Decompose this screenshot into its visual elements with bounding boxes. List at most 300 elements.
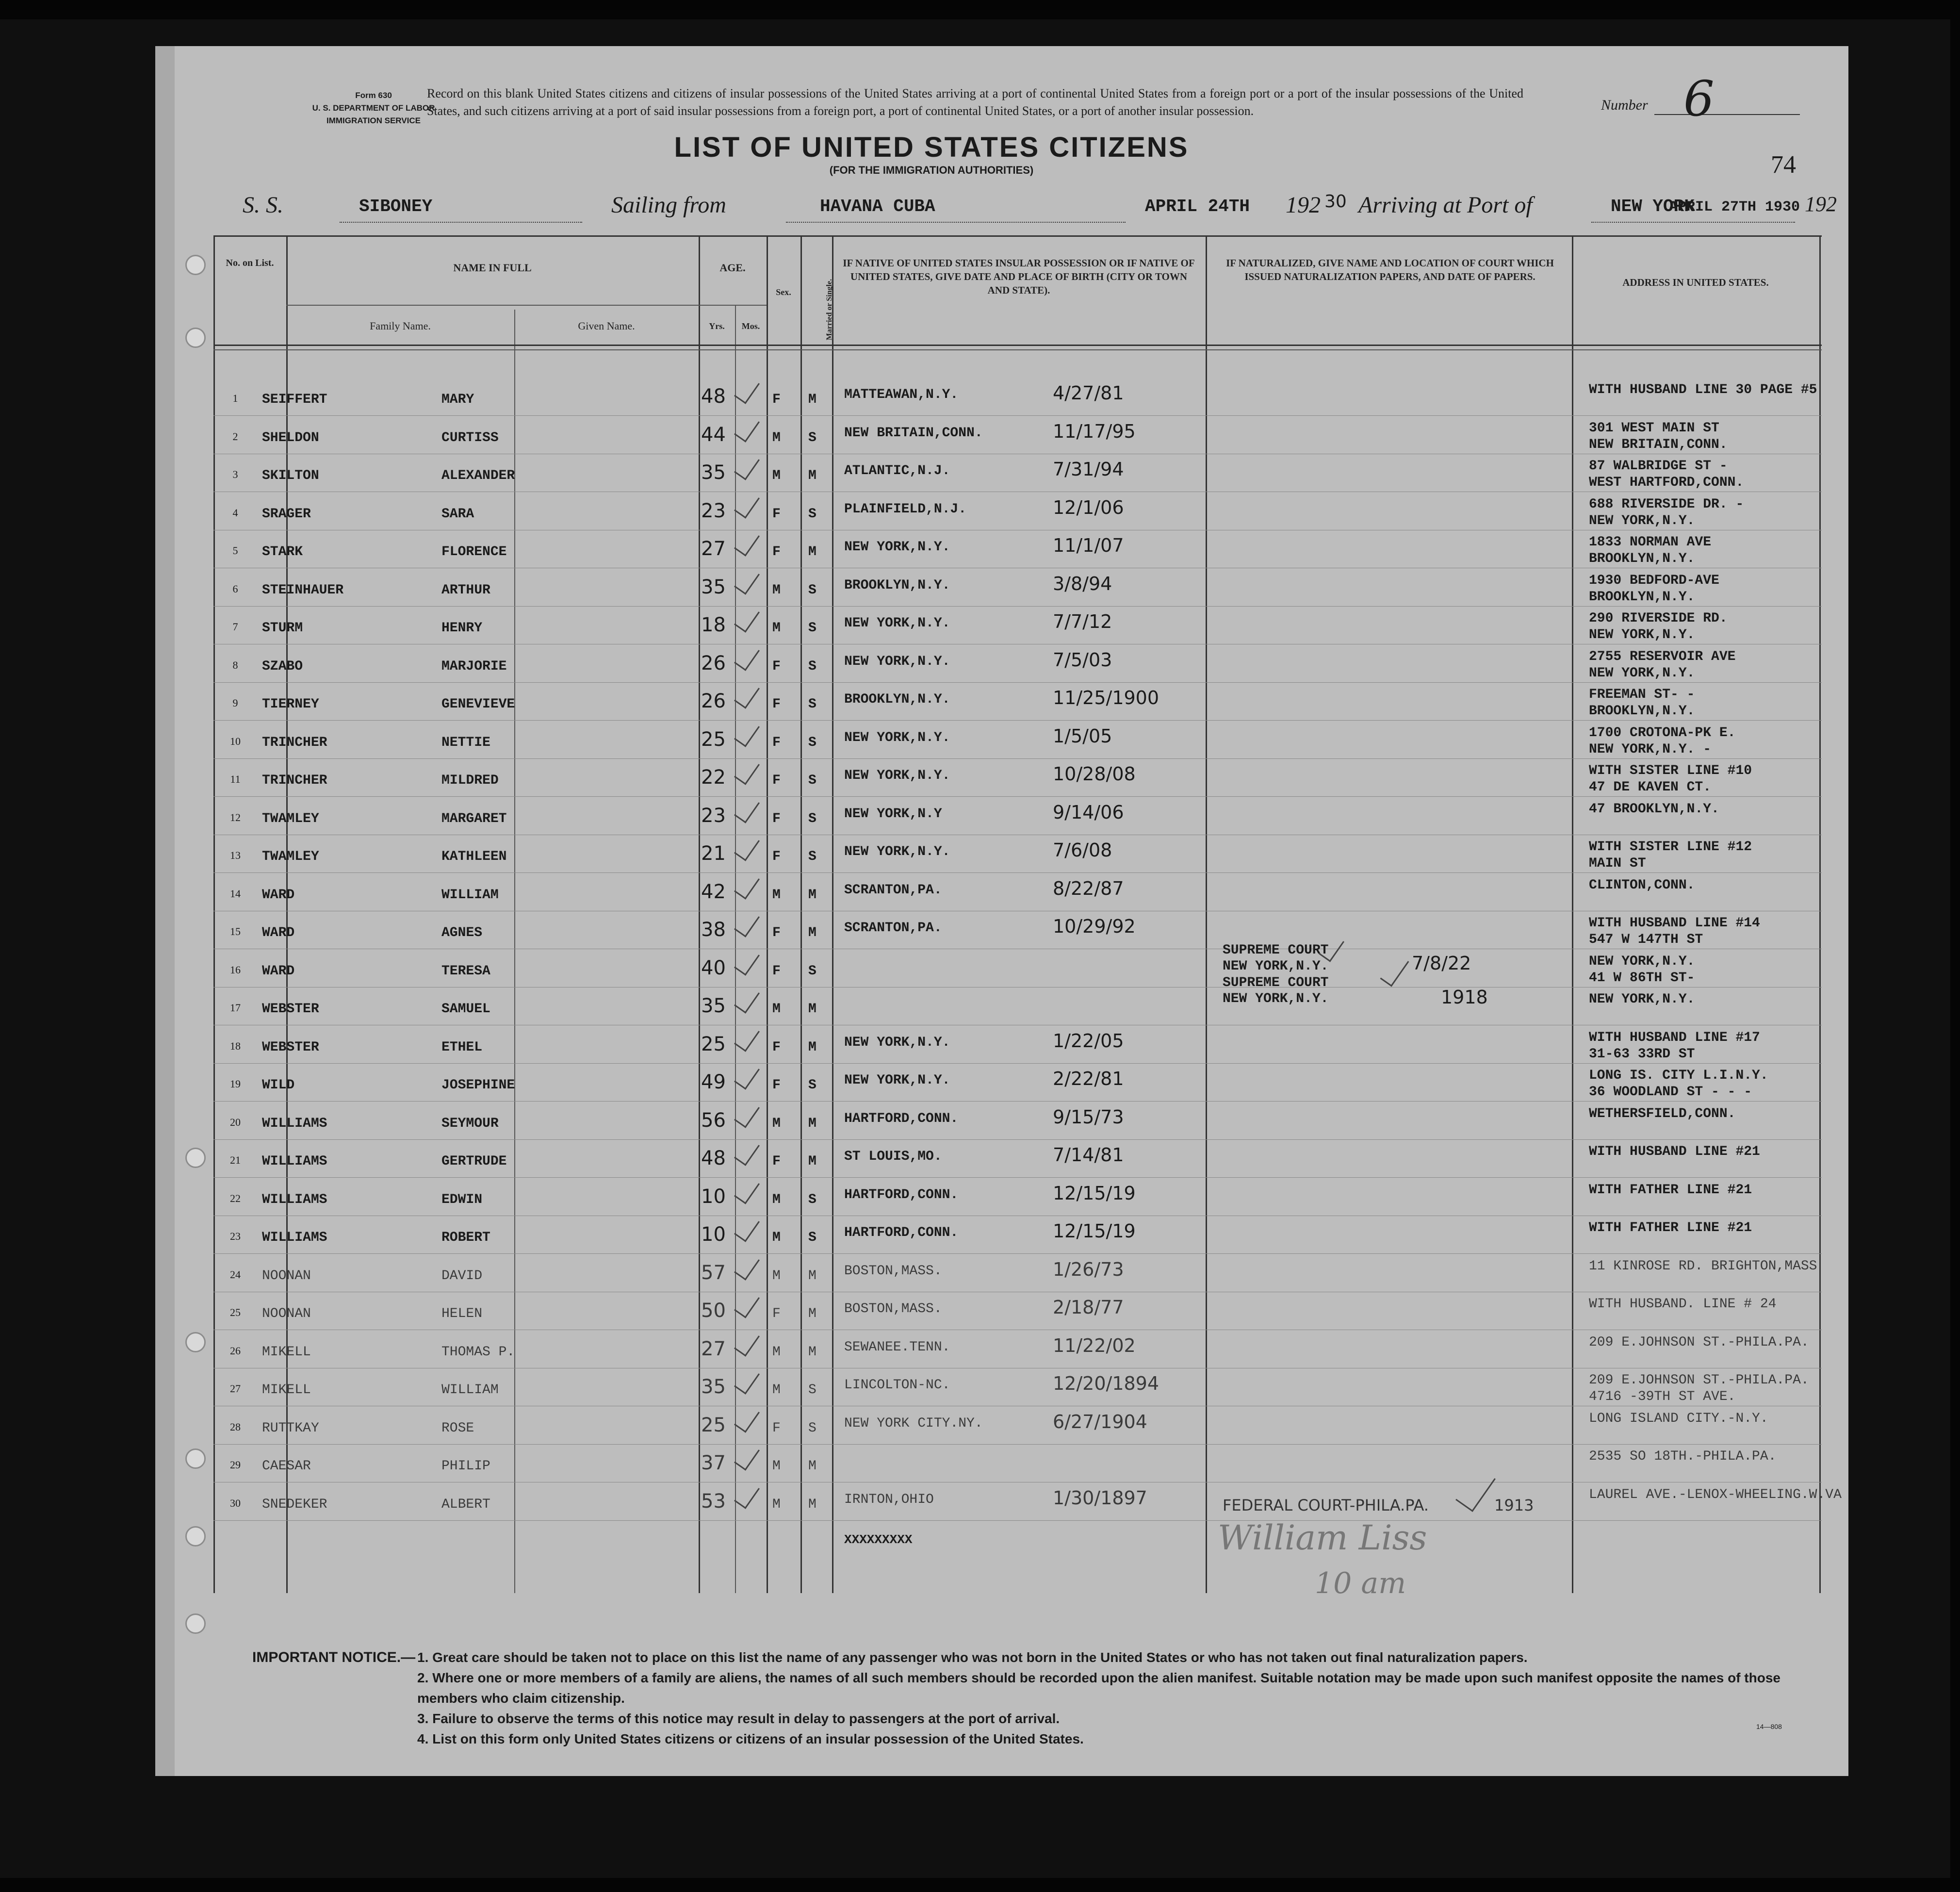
cell-given: ALEXANDER [441, 468, 515, 483]
cell-addr1: 209 E.JOHNSON ST.-PHILA.PA. [1589, 1373, 1809, 1388]
header-naturalized: IF NATURALIZED, GIVE NAME AND LOCATION OF COURT WHICH ISSUED NATURALIZATION PAPERS, AND DATE OF PAPERS. [1226, 257, 1554, 282]
cell-addr1: WITH HUSBAND LINE 30 PAGE #5 [1589, 382, 1817, 397]
cell-family: STURM [262, 621, 303, 636]
cell-no: 28 [230, 1420, 241, 1433]
age-check-mark [734, 1252, 760, 1280]
document-page [155, 46, 1848, 1776]
cell-age: 21 [701, 842, 726, 865]
cell-ms: M [808, 1002, 817, 1017]
cell-ms: M [808, 1344, 817, 1360]
cell-addr1: LONG IS. CITY L.I.N.Y. [1589, 1068, 1768, 1083]
cell-sex: F [772, 506, 781, 522]
arrival-port-underline [1591, 222, 1795, 223]
cell-no: 3 [232, 468, 238, 480]
cell-date: 12/1/06 [1053, 496, 1124, 518]
cell-age: 25 [701, 728, 726, 751]
cell-given: ROSE [441, 1420, 474, 1436]
cell-no: 25 [230, 1306, 241, 1318]
cell-ms: M [808, 925, 817, 940]
cell-date: 7/7/12 [1053, 611, 1112, 632]
cell-date: 1/26/73 [1053, 1258, 1124, 1280]
cell-addr1: WETHERSFIELD,CONN. [1589, 1106, 1736, 1121]
naturalization-date-1: 7/8/22 [1412, 953, 1471, 974]
cell-no: 6 [232, 582, 238, 595]
cell-family: CAESAR [262, 1459, 311, 1474]
cell-date: 1/5/05 [1053, 725, 1112, 747]
age-check-mark [734, 680, 760, 708]
cell-age: 23 [701, 499, 726, 522]
cell-given: FLORENCE [441, 544, 507, 559]
age-check-mark [734, 1023, 760, 1052]
cell-date: 10/29/92 [1053, 916, 1136, 937]
cell-sex: M [772, 1382, 781, 1398]
document-title: LIST OF UNITED STATES CITIZENS [674, 132, 1189, 163]
check-mark [1455, 1467, 1496, 1512]
age-check-mark [734, 452, 760, 480]
cell-family: SRAGER [262, 506, 311, 522]
crossed-out-place: XXXXXXXXX [844, 1532, 913, 1547]
cell-place: BROOKLYN,N.Y. [844, 577, 950, 593]
cell-addr2: 4716 -39TH ST AVE. [1589, 1389, 1736, 1404]
punch-hole [185, 328, 206, 348]
cell-family: RUTTKAY [262, 1420, 319, 1436]
cell-family: MIKELL [262, 1344, 311, 1360]
cell-addr1: 301 WEST MAIN ST [1589, 420, 1719, 436]
age-check-mark [734, 909, 760, 937]
age-check-mark [734, 1404, 760, 1432]
age-check-mark [734, 1137, 760, 1166]
row-rule [213, 606, 1822, 607]
cell-sex: F [772, 849, 781, 864]
cell-age: 57 [701, 1261, 726, 1284]
cell-age: 35 [701, 995, 726, 1017]
cell-family: SHELDON [262, 430, 319, 445]
cell-ms: S [808, 697, 817, 712]
cell-given: WILLIAM [441, 887, 499, 903]
cell-age: 42 [701, 880, 726, 903]
cell-ms: M [808, 1497, 817, 1512]
cell-place: NEW YORK,N.Y. [844, 654, 950, 669]
cell-place: NEW YORK,N.Y. [844, 540, 950, 555]
cell-addr2: BROOKLYN,N.Y. [1589, 589, 1695, 605]
cell-given: MARY [441, 392, 474, 407]
cell-date: 6/27/1904 [1053, 1411, 1147, 1432]
row-rule [213, 1177, 1822, 1178]
header-name-in-full: NAME IN FULL [453, 262, 532, 274]
cell-given: KATHLEEN [441, 849, 507, 864]
age-check-mark [734, 1290, 760, 1318]
cell-family: SKILTON [262, 468, 319, 483]
cell-addr1: FREEMAN ST- - [1589, 687, 1695, 702]
arriving-label: Arriving at Port of [1358, 192, 1533, 218]
cell-ms: M [808, 392, 817, 407]
cell-age: 25 [701, 1033, 726, 1055]
cell-place: ATLANTIC,N.J. [844, 463, 950, 478]
cell-addr1: 1833 NORMAN AVE [1589, 535, 1712, 550]
cell-date: 2/18/77 [1053, 1297, 1124, 1318]
cell-family: WEBSTER [262, 1039, 319, 1055]
cell-age: 10 [701, 1223, 726, 1246]
cell-addr1: WITH HUSBAND. LINE # 24 [1589, 1297, 1777, 1312]
cell-family: SEIFFERT [262, 392, 327, 407]
age-check-mark [734, 1100, 760, 1128]
cell-date: 7/31/94 [1053, 459, 1124, 480]
row-rule [213, 415, 1822, 416]
row-rule [213, 1101, 1822, 1102]
header-sex: Sex. [776, 287, 791, 297]
cell-age: 10 [701, 1185, 726, 1208]
cell-family: WEBSTER [262, 1002, 319, 1017]
cell-family: STARK [262, 544, 303, 559]
cell-sex: M [772, 1116, 781, 1131]
cell-family: WILD [262, 1078, 295, 1093]
cell-addr1: 11 KINROSE RD. BRIGHTON,MASS [1589, 1258, 1817, 1274]
cell-given: TERESA [441, 963, 490, 979]
cell-place: NEW YORK CITY.NY. [844, 1415, 983, 1431]
cell-family: TWAMLEY [262, 811, 319, 826]
cell-family: TIERNEY [262, 697, 319, 712]
cell-ms: S [808, 582, 817, 598]
age-check-mark [734, 795, 760, 823]
cell-ms: M [808, 468, 817, 483]
cell-no: 26 [230, 1344, 241, 1357]
cell-sex: M [772, 621, 781, 636]
cell-ms: S [808, 621, 817, 636]
cell-place: ST LOUIS,MO. [844, 1149, 942, 1164]
cell-sex: M [772, 1268, 781, 1283]
cell-sex: F [772, 697, 781, 712]
age-check-mark [734, 566, 760, 594]
cell-sex: M [772, 887, 781, 903]
cell-ms: S [808, 1230, 817, 1245]
signature: William Liss [1218, 1518, 1427, 1558]
cell-no: 20 [230, 1116, 241, 1128]
age-check-mark [734, 757, 760, 785]
sailing-label: Sailing from [611, 192, 726, 218]
cell-no: 8 [232, 658, 238, 671]
cell-ms: M [808, 1039, 817, 1055]
cell-age: 18 [701, 614, 726, 636]
punch-hole [185, 1613, 206, 1634]
header-given-name: Given Name. [578, 320, 635, 332]
age-check-mark [734, 1061, 760, 1089]
cell-addr2: MAIN ST [1589, 856, 1646, 871]
row-rule [213, 1520, 1822, 1521]
age-check-mark [734, 642, 760, 671]
form-code: 14—808 [1756, 1723, 1782, 1730]
cell-given: GENEVIEVE [441, 697, 515, 712]
cell-given: NETTIE [441, 735, 490, 750]
cell-place: NEW YORK,N.Y. [844, 1035, 950, 1050]
cell-addr1: WITH FATHER LINE #21 [1589, 1220, 1752, 1235]
cell-addr1: 47 BROOKLYN,N.Y. [1589, 801, 1719, 817]
cell-sex: M [772, 1459, 781, 1474]
cell-place: IRNTON,OHIO [844, 1492, 934, 1507]
cell-sex: M [772, 1192, 781, 1207]
cell-no: 12 [230, 811, 241, 823]
age-check-mark [734, 490, 760, 518]
cell-addr2: WEST HARTFORD,CONN. [1589, 475, 1744, 490]
cell-date: 2/22/81 [1053, 1068, 1124, 1089]
cell-place: NEW BRITAIN,CONN. [844, 425, 983, 441]
notice-item-1: 1. Great care should be taken not to place on this list the name of any passenger who was not born in the United States or who has not taken out final naturalization papers. [417, 1650, 1528, 1665]
form-number: Form 630 [355, 91, 392, 100]
cell-family: STEINHAUER [262, 582, 344, 598]
cell-addr1: 2535 SO 18TH.-PHILA.PA. [1589, 1449, 1777, 1464]
cell-addr2: BROOKLYN,N.Y. [1589, 704, 1695, 719]
cell-given: SEYMOUR [441, 1116, 499, 1131]
cell-addr2: 547 W 147TH ST [1589, 932, 1703, 947]
ship-underline [340, 222, 582, 223]
cell-ms: S [808, 1192, 817, 1207]
notice-heading: IMPORTANT NOTICE.— [252, 1649, 416, 1665]
cell-no: 4 [232, 506, 238, 519]
cell-date: 3/8/94 [1053, 573, 1112, 594]
cell-ms: S [808, 1078, 817, 1093]
age-check-mark [734, 1442, 760, 1470]
cell-sex: F [772, 392, 781, 407]
department-name: U. S. DEPARTMENT OF LABOR [312, 103, 435, 113]
cell-given: SARA [441, 506, 474, 522]
cell-date: 12/15/19 [1053, 1182, 1136, 1204]
row-rule [213, 1139, 1822, 1140]
cell-addr1: 290 RIVERSIDE RD. [1589, 611, 1728, 626]
cell-age: 26 [701, 690, 726, 712]
cell-sex: M [772, 582, 781, 598]
cell-sex: M [772, 1002, 781, 1017]
naturalization-location-1: NEW YORK,N.Y. [1223, 959, 1329, 974]
cell-place: BOSTON,MASS. [844, 1301, 942, 1316]
cell-place: HARTFORD,CONN. [844, 1225, 959, 1240]
document-subtitle: (FOR THE IMMIGRATION AUTHORITIES) [829, 164, 1034, 176]
age-check-mark [734, 1366, 760, 1394]
cell-place: PLAINFIELD,N.J. [844, 501, 967, 517]
cell-given: ETHEL [441, 1039, 483, 1055]
cell-no: 23 [230, 1230, 241, 1242]
cell-family: WILLIAMS [262, 1192, 327, 1207]
cell-sex: F [772, 773, 781, 788]
cell-place: BOSTON,MASS. [844, 1263, 942, 1279]
departure-port-underline [786, 222, 1126, 223]
cell-no: 1 [232, 392, 238, 404]
cell-age: 40 [701, 956, 726, 979]
form-instructions: Record on this blank United States citizens and citizens of insular possessions of the United States arriving at a port of continental United States from a foreign port or a port of the insular possessions of the United States, and such citizens arriving at a port of said insular possessions from a foreign port, a port of continental United States, or a port of another insular possession. [427, 86, 1523, 118]
cell-age: 27 [701, 1337, 726, 1360]
departure-date: APRIL 24TH [1145, 197, 1250, 216]
cell-date: 11/25/1900 [1053, 687, 1160, 708]
ss-label: S. S. [243, 192, 283, 218]
naturalization-location-2: NEW YORK,N.Y. [1223, 991, 1329, 1006]
punch-hole [185, 1526, 206, 1547]
age-check-mark [734, 528, 760, 556]
cell-age: 56 [701, 1109, 726, 1132]
cell-ms: M [808, 544, 817, 559]
cell-given: ARTHUR [441, 582, 490, 598]
naturalization-court-1: SUPREME COURT [1223, 943, 1329, 958]
age-check-mark [734, 719, 760, 747]
cell-age: 44 [701, 423, 726, 446]
cell-given: MARJORIE [441, 658, 507, 674]
cell-no: 9 [232, 697, 238, 709]
age-check-mark [734, 985, 760, 1013]
arrival-port: NEW YORK [1611, 197, 1695, 216]
cell-ms: M [808, 1116, 817, 1131]
cell-sex: F [772, 1420, 781, 1436]
cell-ms: M [808, 1306, 817, 1321]
cell-given: PHILIP [441, 1459, 490, 1474]
row-rule [213, 682, 1822, 683]
cell-family: WILLIAMS [262, 1154, 327, 1169]
cell-place: SCRANTON,PA. [844, 921, 942, 936]
cell-place: HARTFORD,CONN. [844, 1187, 959, 1202]
cell-date: 7/5/03 [1053, 649, 1112, 671]
cell-age: 35 [701, 461, 726, 484]
cell-addr2: BROOKLYN,N.Y. [1589, 551, 1695, 566]
cell-addr1: 209 E.JOHNSON ST.-PHILA.PA. [1589, 1334, 1809, 1350]
cell-age: 53 [701, 1490, 726, 1513]
cell-ms: S [808, 849, 817, 864]
cell-given: WILLIAM [441, 1382, 499, 1398]
cell-family: TWAMLEY [262, 849, 319, 864]
cell-sex: F [772, 1306, 781, 1321]
cell-place: NEW YORK,N.Y. [844, 616, 950, 631]
cell-ms: S [808, 963, 817, 979]
cell-age: 38 [701, 919, 726, 941]
cell-place: LINCOLTON-NC. [844, 1378, 950, 1393]
cell-place: SEWANEE.TENN. [844, 1339, 950, 1355]
cell-addr1: LAUREL AVE.-LENOX-WHEELING.W.VA [1589, 1487, 1842, 1502]
cell-no: 10 [230, 735, 241, 747]
cell-date: 9/15/73 [1053, 1106, 1124, 1128]
cell-given: HENRY [441, 621, 483, 636]
cell-given: SAMUEL [441, 1002, 490, 1017]
cell-given: EDWIN [441, 1192, 483, 1207]
cell-addr1: 87 WALBRIDGE ST - [1589, 459, 1728, 474]
cell-sex: F [772, 544, 781, 559]
cell-no: 29 [230, 1459, 241, 1471]
cell-addr1: 1930 BEDFORD-AVE [1589, 573, 1719, 588]
cell-age: 35 [701, 1376, 726, 1398]
cell-family: SZABO [262, 658, 303, 674]
cell-place: NEW YORK,N.Y. [844, 730, 950, 745]
row-rule [213, 720, 1822, 721]
cell-family: MIKELL [262, 1382, 311, 1398]
cell-no: 2 [232, 430, 238, 443]
check-mark [1380, 954, 1409, 987]
cell-ms: M [808, 1154, 817, 1169]
cell-family: NOONAN [262, 1306, 311, 1321]
cell-addr2: 47 DE KAVEN CT. [1589, 780, 1712, 795]
cell-addr1: WITH HUSBAND LINE #14 [1589, 916, 1760, 931]
age-check-mark [734, 1481, 760, 1509]
cell-sex: F [772, 811, 781, 826]
cell-given: MILDRED [441, 773, 499, 788]
cell-addr1: WITH HUSBAND LINE #17 [1589, 1030, 1760, 1045]
cell-date: 11/17/95 [1053, 420, 1136, 442]
cell-given: ROBERT [441, 1230, 490, 1245]
cell-sex: F [772, 658, 781, 674]
binding-margin [155, 46, 175, 1776]
cell-family: TRINCHER [262, 773, 327, 788]
cell-family: WARD [262, 887, 295, 903]
cell-age: 48 [701, 1147, 726, 1169]
cell-family: WILLIAMS [262, 1230, 327, 1245]
cell-family: WILLIAMS [262, 1116, 327, 1131]
row-rule [213, 758, 1822, 759]
cell-addr2: NEW BRITAIN,CONN. [1589, 437, 1728, 452]
cell-age: 22 [701, 766, 726, 789]
age-check-mark [734, 1328, 760, 1356]
cell-given: MARGARET [441, 811, 507, 826]
cell-no: 21 [230, 1154, 241, 1166]
cell-date: 1/30/1897 [1053, 1487, 1147, 1509]
cell-date: 4/27/81 [1053, 382, 1124, 404]
cell-age: 50 [701, 1300, 726, 1322]
cell-ms: M [808, 887, 817, 903]
page-number: 74 [1771, 151, 1796, 179]
cell-date: 10/28/08 [1053, 763, 1136, 785]
header-married-single: Married or Single. [825, 279, 833, 341]
cell-addr1: 688 RIVERSIDE DR. - [1589, 496, 1744, 512]
cell-age: 25 [701, 1414, 726, 1436]
age-check-mark [734, 947, 760, 975]
cell-addr1: 1700 CROTONA-PK E. [1589, 725, 1736, 740]
cell-date: 12/15/19 [1053, 1220, 1136, 1242]
cell-ms: S [808, 773, 817, 788]
cell-ms: S [808, 430, 817, 445]
cell-given: AGNES [441, 925, 483, 940]
cell-date: 11/22/02 [1053, 1334, 1136, 1356]
cell-age: 35 [701, 576, 726, 598]
year-suffix: 30 [1324, 192, 1347, 212]
cell-no: 16 [230, 963, 241, 976]
punch-hole [185, 1448, 206, 1469]
age-check-mark [734, 376, 760, 404]
cell-no: 11 [230, 773, 241, 785]
cell-no: 7 [232, 621, 238, 633]
arrival-date: APRIL 27TH 1930 [1669, 199, 1800, 215]
cell-given: HELEN [441, 1306, 483, 1321]
header-birth: IF NATIVE OF UNITED STATES INSULAR POSSESSION OR IF NATIVE OF UNITED STATES, GIVE DATE AND PLACE OF BIRTH (CITY OR TOWN AND STATE). [843, 257, 1195, 296]
cell-ms: S [808, 735, 817, 750]
cell-age: 23 [701, 804, 726, 827]
cell-sex: M [772, 1497, 781, 1512]
cell-date: 11/1/07 [1053, 535, 1124, 556]
cell-no: 15 [230, 925, 241, 938]
header-yrs: Yrs. [709, 321, 725, 331]
number-underline [1654, 114, 1800, 115]
cell-family: WARD [262, 925, 295, 940]
cell-no: 27 [230, 1382, 241, 1395]
departure-port: HAVANA CUBA [820, 197, 935, 216]
cell-sex: F [772, 925, 781, 940]
cell-ms: S [808, 1420, 817, 1436]
cell-given: CURTISS [441, 430, 499, 445]
age-check-mark [734, 1176, 760, 1204]
cell-sex: F [772, 1078, 781, 1093]
cell-date: 9/14/06 [1053, 801, 1124, 823]
cell-place: HARTFORD,CONN. [844, 1111, 959, 1126]
cell-date: 1/22/05 [1053, 1030, 1124, 1052]
punch-hole [185, 1148, 206, 1168]
cell-addr2: NEW YORK,N.Y. [1589, 665, 1695, 681]
cell-age: 48 [701, 385, 726, 408]
cell-addr1: CLINTON,CONN. [1589, 877, 1695, 893]
row-rule [213, 872, 1822, 873]
cell-no: 13 [230, 849, 241, 861]
cell-family: TRINCHER [262, 735, 327, 750]
cell-family: SNEDEKER [262, 1497, 327, 1512]
